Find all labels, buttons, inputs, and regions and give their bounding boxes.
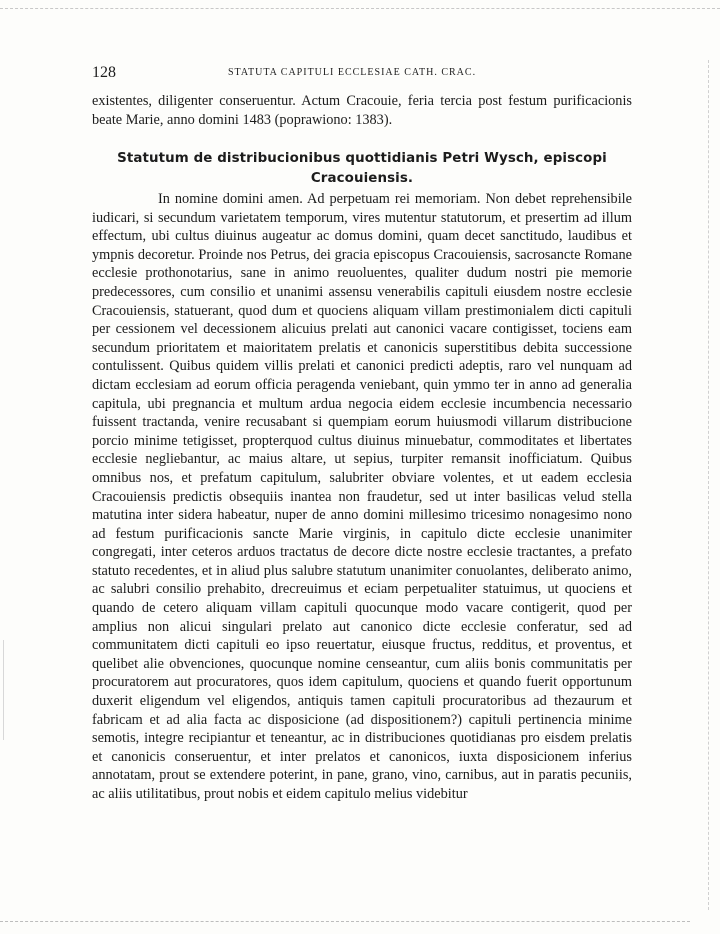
bottom-scan-edge <box>0 921 690 922</box>
page-number: 128 <box>92 64 116 81</box>
section-heading: Statutum de distribucionibus quottidianis Petri Wysch, episcopi Cracouiensis. <box>117 151 607 186</box>
running-head-title: STATUTA CAPITULI ECCLESIAE CATH. CRAC. <box>228 67 477 78</box>
right-scan-edge <box>708 60 709 910</box>
top-scan-edge <box>0 8 720 9</box>
running-head <box>92 64 632 82</box>
statute-body-paragraph: In nomine domini amen. Ad perpetuam rei memoriam. Non debet reprehensibile iudicari, si secundum varietatem temporum, vires mutentur statutorum, et presertim ad illum effectum, ubi cultus diuinus augeatur ac domus domini, quam decet sanctitudo, laudibus et ympnis decoretur. Proinde nos Petrus, dei gracia episcopus Cracouiensis, sacrosancte Romane ecclesie prothonotarius, sane in animo reuoluentes, qualiter dudum nostri pie memorie predecessores, cum consilio et unanimi assensu venerabilis capituli eiusdem nostre ecclesie Cracouiensis, statuerant, quod dum et quociens aliquam villam prestimonialem dicti capituli per cessionem vel decessionem alicuius prelati aut canonici vacare contigisset, tociens eam secundum prioritatem et maioritatem prelatis et canonicis superstitibus debita successione contulissent. Quibus quidem villis prelati et canonici predicti adeptis, raro vel nunquam ad dictam ecclesiam ad eorum officia peragenda veniebant, quin ymmo ter in anno ad generalia capitula, ubi pregnancia et multum ardua negocia eidem ecclesie incumbencia necessario fuissent tractanda, venire recusabant si quempiam eorum huiusmodi villarum distribucione porcio minime tetigisset, propterquod cultus diuinus minuebatur, commoditates et libertates ecclesie negliebantur, ac maius altare, ut sepius, turpiter remansit inofficiatum. Quibus omnibus nos, et prefatum capitulum, salubriter obviare volentes, et ut eadem ecclesia Cracouiensis predictis obsequiis inantea non fraudetur, sed ut inter basilicas velud stella matutina inter sidera habeatur, nuper de anno domini millesimo tricesimo nonagesimo nono ad festum purificacionis sancte Marie virginis, in capitulo dicte ecclesie unanimiter congregati, inter ceteros arduos tractatus de decore dicte nostre ecclesie tractantes, a prefato statuto recedentes, et in aliud plus salubre statutum unanimiter conuolantes, deliberato animo, ac salubri consilio prehabito, drecreuimus et eciam perpetualiter statuimus, ut quociens et quando de cetero aliquam villam capituli quocunque modo vacare contigerit, quod per amplius non alicui singulari prelato aut canonico dicte ecclesie conferatur, sed ad communitatem dicti capituli eo ipso reuertatur, eiusque fructus, redditus, et proventus, et quelibet alie obvenciones, quocunque nomine censeantur, cum aliis bonis communitatis per procuratorem aut procuratores, quos idem capitulum, quociens et quando fuerit opportunum duxerit eligendum vel eligendos, antiquis tamen capituli procuratoribus ad thezaurum et fabricam et ad alia facta ac disposicione (ad dispositionem?) capituli pertinencia minime semotis, integre recipiantur et teneantur, ac in distribuciones quotidianas pro eisdem prelatis et canonicis conseruentur, et inter prelatos et canonicos, iuxta disposicionem inferius annotatam, prout se extendere poterint, in pane, grano, vino, carnibus, aut in paratis pecuniis, ac aliis utilitatibus, prout nobis et eidem capitulo melius videbitur <box>92 191 632 802</box>
left-scan-edge <box>3 640 4 740</box>
intro-paragraph: existentes, diligenter conseruentur. Actum Cracouie, feria tercia post festum purificacionis beate Marie, anno domini 1483 (poprawiono: 1383). <box>92 93 632 128</box>
